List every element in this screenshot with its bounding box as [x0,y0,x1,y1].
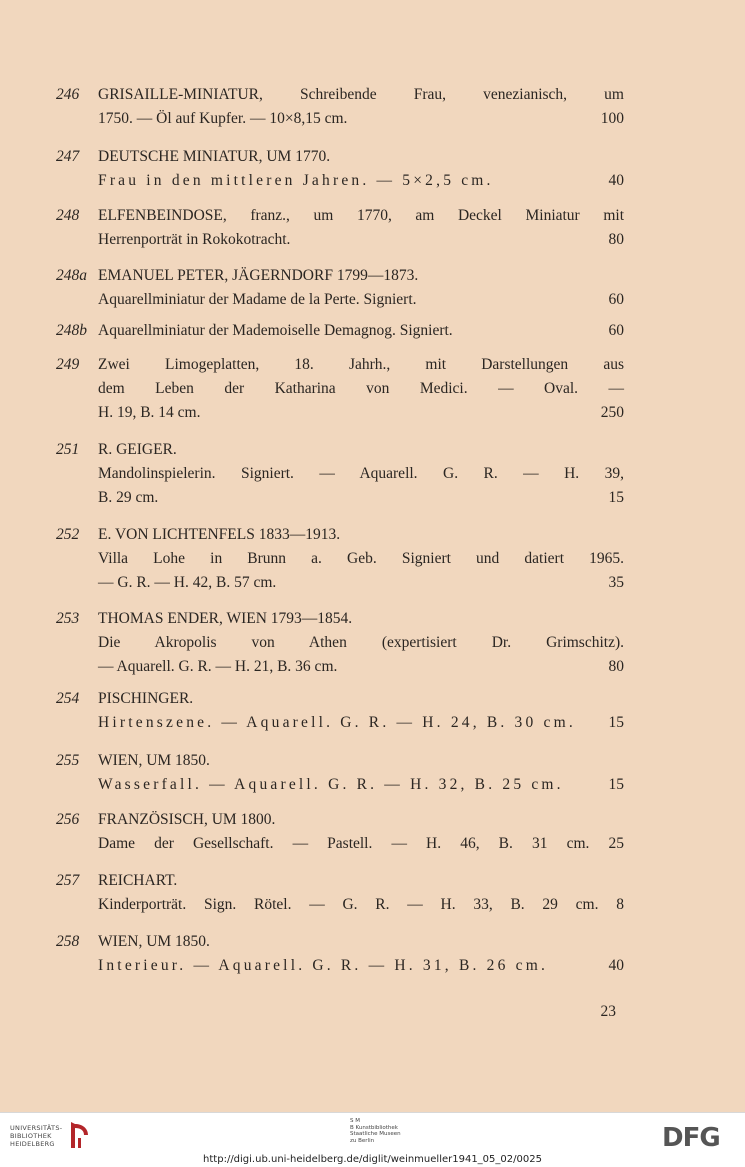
entry-line: Interieur. — Aquarell. G. R. — H. 31, B. 26 cm. [98,957,549,974]
entry-line: — Aquarell. G. R. — H. 21, B. 36 cm. [98,658,338,675]
entry-line: FRANZÖSISCH, UM 1800. [98,811,276,828]
entry-line: THOMAS ENDER, WIEN 1793—1854. [98,610,353,627]
entry-line: Dame der Gesellschaft. — Pastell. — H. 46, B. 31 cm. 25 [98,835,624,852]
stamp-line: zu Berlin [350,1137,375,1144]
entry-price: 80 [608,658,624,675]
entry-price: 40 [608,172,624,189]
entry-number: 248b [56,322,87,339]
entry-line: Frau in den mittleren Jahren. — 5×2,5 cm. [98,172,494,189]
entry-line: REICHART. [98,872,178,889]
entry-line: E. VON LICHTENFELS 1833—1913. [98,526,341,543]
entry-line: Aquarellminiatur der Mademoiselle Demagnog. Signiert. [98,322,453,339]
entry-line: WIEN, UM 1850. [98,933,210,950]
library-name-line: HEIDELBERG [10,1140,55,1148]
entry-line: — G. R. — H. 42, B. 57 cm. [98,574,277,591]
entry-price: 15 [608,714,624,731]
entry-line: Villa Lohe in Brunn a. Geb. Signiert und datiert 1965. [98,550,624,567]
entry-line: B. 29 cm. [98,489,159,506]
entry-number: 256 [56,811,80,828]
entry-line: ELFENBEINDOSE, franz., um 1770, am Deckel Miniatur mit [98,207,624,224]
entry-line: Die Akropolis von Athen (expertisiert Dr. Grimschitz). [98,634,624,651]
entry-line: Mandolinspielerin. Signiert. — Aquarell. G. R. — H. 39, [98,465,624,482]
entry-number: 251 [56,441,80,458]
entry-line: Aquarellminiatur der Madame de la Perte. Signiert. [98,291,417,308]
entry-line: Kinderporträt. Sign. Rötel. — G. R. — H. 33, B. 29 cm. 8 [98,896,624,913]
library-logo-icon[interactable] [68,1120,90,1150]
entry-number: 248 [56,207,80,224]
entry-price: 100 [600,110,624,127]
entry-price: 35 [608,574,624,591]
entry-price: 60 [608,322,624,339]
entry-price: 60 [608,291,624,308]
library-name-line: UNIVERSITÄTS- [10,1124,63,1132]
entry-line: DEUTSCHE MINIATUR, UM 1770. [98,148,331,165]
entry-number: 254 [56,690,80,707]
entry-number: 258 [56,933,80,950]
entry-price: 80 [608,231,624,248]
entry-line: EMANUEL PETER, JÄGERNDORF 1799—1873. [98,267,419,284]
page-number: 23 [600,1003,616,1020]
entry-number: 252 [56,526,80,543]
entry-number: 257 [56,872,80,889]
entry-line: R. GEIGER. [98,441,177,458]
source-url-link[interactable]: http://digi.ub.uni-heidelberg.de/diglit/weinmueller1941_05_02/0025 [203,1154,542,1165]
entry-line: WIEN, UM 1850. [98,752,210,769]
entry-line: Wasserfall. — Aquarell. G. R. — H. 32, B. 25 cm. [98,776,564,793]
entry-price: 15 [608,489,624,506]
entry-line: PISCHINGER. [98,690,194,707]
entry-line: Herrenporträt in Rokokotracht. [98,231,291,248]
entry-price: 40 [608,957,624,974]
entry-line: Zwei Limogeplatten, 18. Jahrh., mit Darstellungen aus [98,356,624,373]
entry-line: dem Leben der Katharina von Medici. — Oval. — [98,380,624,397]
entry-line: GRISAILLE-MINIATUR, Schreibende Frau, venezianisch, um [98,86,624,103]
library-name-line: BIBLIOTHEK [10,1132,52,1140]
stamp-line: B Kunstbibliothek [350,1124,398,1131]
stamp-line: Staatliche Museen [350,1131,401,1137]
library-name[interactable] [10,1124,62,1148]
digitization-footer [0,1112,745,1167]
entry-number: 246 [56,86,80,103]
entry-number: 253 [56,610,80,627]
entry-number: 248a [56,267,87,284]
stamp-line: S M [350,1118,360,1124]
entry-number: 249 [56,356,80,373]
entry-line: 1750. — Öl auf Kupfer. — 10×8,15 cm. [98,110,348,127]
entry-line: H. 19, B. 14 cm. [98,404,201,421]
entry-number: 255 [56,752,80,769]
entry-price: 250 [600,404,624,421]
entry-line: Hirtenszene. — Aquarell. G. R. — H. 24, B. 30 cm. [98,714,576,731]
dfg-logo[interactable]: DFG [662,1123,720,1153]
entry-number: 247 [56,148,80,165]
museum-stamp [350,1118,401,1144]
entry-price: 15 [608,776,624,793]
